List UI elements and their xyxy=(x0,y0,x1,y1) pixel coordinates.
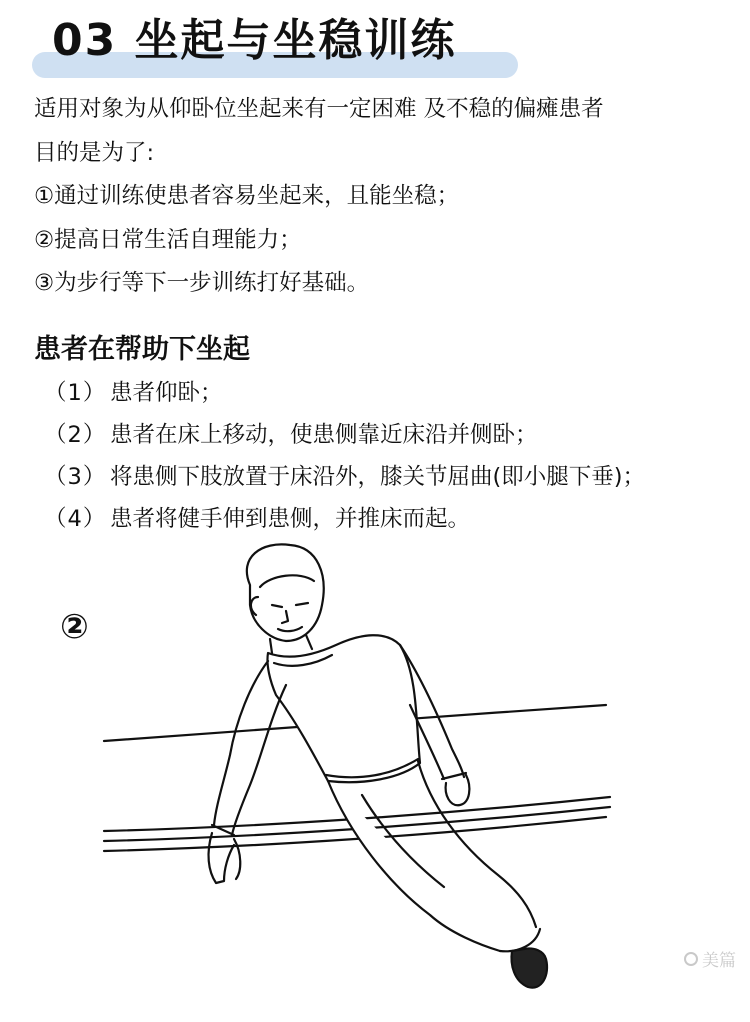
patient-shoe xyxy=(512,948,548,987)
step-number: （4） xyxy=(44,506,107,532)
intro-line: ③为步行等下一步训练打好基础。 xyxy=(34,270,370,296)
patient-sitting-illustration xyxy=(100,535,620,1015)
step-text: 患者将健手伸到患侧，并推床而起。 xyxy=(110,506,471,532)
step-number: （1） xyxy=(44,380,107,406)
step-item xyxy=(44,456,748,498)
step-text: 患者在床上移动，使患侧靠近床沿并侧卧； xyxy=(110,422,538,448)
step-text: 患者仰卧； xyxy=(110,380,223,406)
watermark xyxy=(684,946,736,971)
watermark-logo-icon xyxy=(684,952,698,966)
intro-line: ①通过训练使患者容易坐起来，且能坐稳； xyxy=(34,183,460,209)
patient-torso xyxy=(267,635,420,782)
figure-number: ② xyxy=(60,607,89,647)
section-heading: 患者在帮助下坐起 xyxy=(34,334,250,365)
step-text: 将患侧下肢放置于床沿外，膝关节屈曲(即小腿下垂)； xyxy=(110,464,646,490)
patient-left-arm xyxy=(209,661,286,883)
intro-line: 适用对象为从仰卧位坐起来有一定困难 及不稳的偏瘫患者 xyxy=(34,96,604,122)
step-item xyxy=(44,498,748,540)
page-title: 03 坐起与坐稳训练 xyxy=(52,15,457,66)
patient-legs xyxy=(328,761,540,951)
title-block xyxy=(32,10,520,74)
patient-head xyxy=(247,544,324,641)
watermark-text: 美篇 xyxy=(702,951,736,971)
step-number: （3） xyxy=(44,464,107,490)
intro-paragraph xyxy=(34,88,734,306)
step-item xyxy=(44,414,748,456)
intro-line: ②提高日常生活自理能力； xyxy=(34,226,302,253)
step-item xyxy=(44,372,748,414)
intro-line: 目的是为了: xyxy=(34,139,155,166)
steps-list xyxy=(44,372,748,540)
step-number: （2） xyxy=(44,422,107,448)
